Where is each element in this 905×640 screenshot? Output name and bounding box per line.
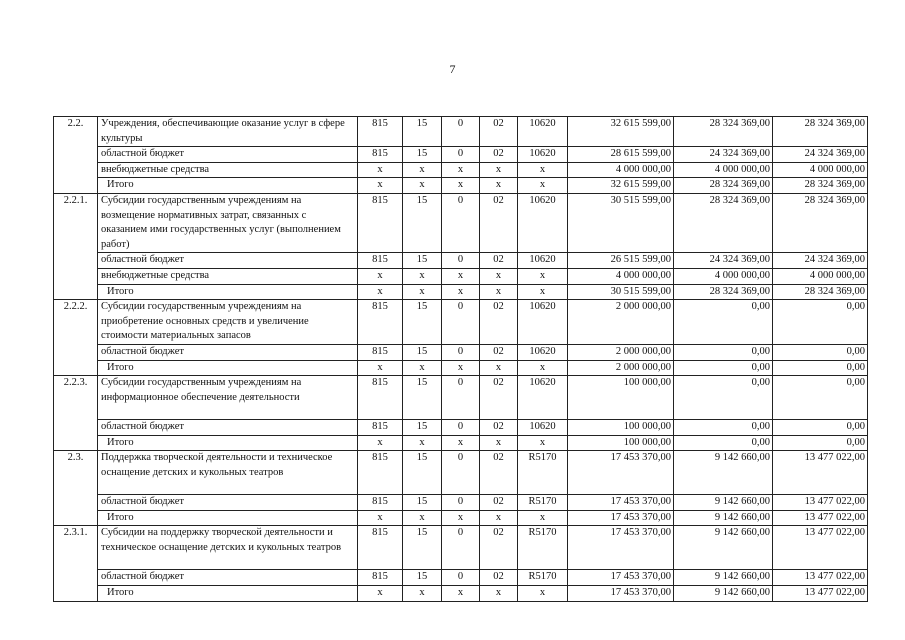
amount-year-3: 24 324 369,00 <box>773 147 868 163</box>
code-program: 02 <box>480 344 518 360</box>
amount-year-1: 32 615 599,00 <box>568 117 674 147</box>
code-section: х <box>403 360 442 376</box>
code-section: 15 <box>403 253 442 269</box>
row-name: Итого <box>98 586 358 602</box>
table-row <box>54 510 868 526</box>
amount-year-1: 32 615 599,00 <box>568 178 674 194</box>
code-program: 02 <box>480 193 518 252</box>
code-target: х <box>518 360 568 376</box>
code-admin: 815 <box>358 420 403 436</box>
code-admin: х <box>358 435 403 451</box>
code-admin: х <box>358 268 403 284</box>
row-index: 2.2.2. <box>54 300 98 376</box>
amount-year-2: 0,00 <box>674 376 773 420</box>
code-admin: 815 <box>358 253 403 269</box>
amount-year-1: 17 453 370,00 <box>568 510 674 526</box>
row-name: Итого <box>98 284 358 300</box>
code-program: х <box>480 284 518 300</box>
code-target: х <box>518 435 568 451</box>
amount-year-1: 2 000 000,00 <box>568 360 674 376</box>
amount-year-2: 4 000 000,00 <box>674 268 773 284</box>
code-section: х <box>403 284 442 300</box>
code-subsection: х <box>442 435 480 451</box>
row-name: областной бюджет <box>98 253 358 269</box>
code-subsection: х <box>442 510 480 526</box>
row-name: Итого <box>98 510 358 526</box>
amount-year-1: 17 453 370,00 <box>568 526 674 570</box>
code-target: 10620 <box>518 376 568 420</box>
code-section: х <box>403 586 442 602</box>
code-target: х <box>518 178 568 194</box>
amount-year-1: 17 453 370,00 <box>568 570 674 586</box>
row-name: Поддержка творческой деятельности и техническое оснащение детских и кукольных театров <box>98 451 358 495</box>
code-target: 10620 <box>518 147 568 163</box>
code-target: х <box>518 268 568 284</box>
code-admin: х <box>358 178 403 194</box>
amount-year-2: 0,00 <box>674 435 773 451</box>
row-index: 2.2. <box>54 117 98 194</box>
code-subsection: 0 <box>442 570 480 586</box>
amount-year-3: 28 324 369,00 <box>773 284 868 300</box>
code-admin: 815 <box>358 300 403 345</box>
amount-year-3: 4 000 000,00 <box>773 162 868 178</box>
code-admin: х <box>358 284 403 300</box>
amount-year-1: 4 000 000,00 <box>568 268 674 284</box>
amount-year-3: 28 324 369,00 <box>773 178 868 194</box>
code-subsection: 0 <box>442 526 480 570</box>
code-section: 15 <box>403 495 442 511</box>
amount-year-1: 17 453 370,00 <box>568 586 674 602</box>
code-admin: 815 <box>358 117 403 147</box>
amount-year-2: 0,00 <box>674 300 773 345</box>
code-program: 02 <box>480 420 518 436</box>
table-row <box>54 284 868 300</box>
code-section: х <box>403 510 442 526</box>
amount-year-1: 4 000 000,00 <box>568 162 674 178</box>
row-index: 2.2.1. <box>54 193 98 299</box>
amount-year-1: 30 515 599,00 <box>568 193 674 252</box>
amount-year-1: 100 000,00 <box>568 420 674 436</box>
amount-year-2: 0,00 <box>674 344 773 360</box>
code-admin: 815 <box>358 193 403 252</box>
amount-year-3: 13 477 022,00 <box>773 510 868 526</box>
code-target: х <box>518 162 568 178</box>
amount-year-3: 0,00 <box>773 344 868 360</box>
amount-year-1: 100 000,00 <box>568 435 674 451</box>
code-subsection: 0 <box>442 376 480 420</box>
code-section: х <box>403 178 442 194</box>
code-subsection: 0 <box>442 344 480 360</box>
row-name: Субсидии государственным учреждениям на информационное обеспечение деятельности <box>98 376 358 420</box>
code-subsection: 0 <box>442 147 480 163</box>
table-row <box>54 253 868 269</box>
code-target: 10620 <box>518 300 568 345</box>
code-program: х <box>480 162 518 178</box>
code-target: 10620 <box>518 420 568 436</box>
row-name: областной бюджет <box>98 344 358 360</box>
table-row <box>54 344 868 360</box>
table-row <box>54 586 868 602</box>
code-admin: х <box>358 360 403 376</box>
code-subsection: 0 <box>442 495 480 511</box>
table-row <box>54 420 868 436</box>
amount-year-2: 9 142 660,00 <box>674 451 773 495</box>
code-subsection: х <box>442 360 480 376</box>
row-name: Итого <box>98 178 358 194</box>
code-admin: 815 <box>358 451 403 495</box>
code-admin: х <box>358 510 403 526</box>
code-program: х <box>480 435 518 451</box>
amount-year-1: 2 000 000,00 <box>568 344 674 360</box>
table-row <box>54 117 868 147</box>
code-target: R5170 <box>518 451 568 495</box>
row-name: Итого <box>98 360 358 376</box>
amount-year-2: 9 142 660,00 <box>674 570 773 586</box>
amount-year-2: 9 142 660,00 <box>674 495 773 511</box>
code-program: 02 <box>480 526 518 570</box>
code-program: х <box>480 586 518 602</box>
code-section: 15 <box>403 193 442 252</box>
code-program: 02 <box>480 147 518 163</box>
table-row <box>54 526 868 570</box>
code-program: 02 <box>480 253 518 269</box>
table-row <box>54 570 868 586</box>
code-subsection: 0 <box>442 117 480 147</box>
code-subsection: х <box>442 268 480 284</box>
code-target: х <box>518 586 568 602</box>
row-name: внебюджетные средства <box>98 268 358 284</box>
code-subsection: х <box>442 586 480 602</box>
code-subsection: 0 <box>442 300 480 345</box>
code-program: 02 <box>480 495 518 511</box>
code-section: х <box>403 435 442 451</box>
code-admin: 815 <box>358 570 403 586</box>
amount-year-2: 28 324 369,00 <box>674 193 773 252</box>
table-row <box>54 495 868 511</box>
code-section: х <box>403 268 442 284</box>
code-subsection: х <box>442 178 480 194</box>
code-target: 10620 <box>518 344 568 360</box>
amount-year-1: 2 000 000,00 <box>568 300 674 345</box>
code-admin: 815 <box>358 376 403 420</box>
code-target: 10620 <box>518 253 568 269</box>
amount-year-3: 24 324 369,00 <box>773 253 868 269</box>
code-section: 15 <box>403 526 442 570</box>
amount-year-3: 0,00 <box>773 420 868 436</box>
amount-year-1: 100 000,00 <box>568 376 674 420</box>
row-index: 2.3.1. <box>54 526 98 601</box>
code-admin: 815 <box>358 344 403 360</box>
table-row <box>54 178 868 194</box>
amount-year-2: 9 142 660,00 <box>674 526 773 570</box>
code-subsection: 0 <box>442 420 480 436</box>
code-target: х <box>518 510 568 526</box>
amount-year-3: 4 000 000,00 <box>773 268 868 284</box>
table-row <box>54 162 868 178</box>
amount-year-3: 28 324 369,00 <box>773 193 868 252</box>
code-subsection: 0 <box>442 253 480 269</box>
code-subsection: 0 <box>442 451 480 495</box>
amount-year-3: 13 477 022,00 <box>773 451 868 495</box>
amount-year-3: 13 477 022,00 <box>773 586 868 602</box>
amount-year-1: 17 453 370,00 <box>568 495 674 511</box>
code-section: 15 <box>403 300 442 345</box>
table-row <box>54 193 868 252</box>
code-program: 02 <box>480 376 518 420</box>
amount-year-2: 28 324 369,00 <box>674 117 773 147</box>
code-admin: 815 <box>358 526 403 570</box>
row-name: областной бюджет <box>98 147 358 163</box>
code-section: 15 <box>403 420 442 436</box>
row-name: областной бюджет <box>98 570 358 586</box>
amount-year-3: 28 324 369,00 <box>773 117 868 147</box>
code-target: 10620 <box>518 117 568 147</box>
amount-year-3: 0,00 <box>773 435 868 451</box>
amount-year-2: 0,00 <box>674 360 773 376</box>
table-body <box>54 117 868 602</box>
code-admin: 815 <box>358 495 403 511</box>
row-name: Учреждения, обеспечивающие оказание услуг в сфере культуры <box>98 117 358 147</box>
amount-year-2: 24 324 369,00 <box>674 147 773 163</box>
code-subsection: х <box>442 162 480 178</box>
amount-year-2: 28 324 369,00 <box>674 178 773 194</box>
amount-year-2: 28 324 369,00 <box>674 284 773 300</box>
amount-year-1: 17 453 370,00 <box>568 451 674 495</box>
code-admin: 815 <box>358 147 403 163</box>
code-program: 02 <box>480 117 518 147</box>
code-section: 15 <box>403 570 442 586</box>
row-name: Субсидии государственным учреждениям на возмещение нормативных затрат, связанных с оказанием ими государственных услуг (выполнением работ) <box>98 193 358 252</box>
code-program: х <box>480 178 518 194</box>
row-name: Субсидии государственным учреждениям на приобретение основных средств и увеличение стоимости материальных запасов <box>98 300 358 345</box>
code-target: 10620 <box>518 193 568 252</box>
code-subsection: х <box>442 284 480 300</box>
amount-year-3: 0,00 <box>773 376 868 420</box>
row-name: внебюджетные средства <box>98 162 358 178</box>
code-section: 15 <box>403 451 442 495</box>
table-row <box>54 435 868 451</box>
amount-year-3: 13 477 022,00 <box>773 495 868 511</box>
amount-year-1: 28 615 599,00 <box>568 147 674 163</box>
code-admin: х <box>358 162 403 178</box>
row-name: областной бюджет <box>98 420 358 436</box>
code-target: R5170 <box>518 570 568 586</box>
code-section: 15 <box>403 376 442 420</box>
page-number: 7 <box>449 62 456 76</box>
code-program: х <box>480 510 518 526</box>
table-row <box>54 268 868 284</box>
code-section: 15 <box>403 344 442 360</box>
amount-year-3: 0,00 <box>773 360 868 376</box>
amount-year-3: 13 477 022,00 <box>773 526 868 570</box>
budget-table <box>53 116 868 602</box>
code-target: R5170 <box>518 526 568 570</box>
code-admin: х <box>358 586 403 602</box>
code-section: 15 <box>403 147 442 163</box>
row-name: областной бюджет <box>98 495 358 511</box>
code-section: 15 <box>403 117 442 147</box>
code-target: R5170 <box>518 495 568 511</box>
table-row <box>54 147 868 163</box>
amount-year-1: 30 515 599,00 <box>568 284 674 300</box>
row-name: Итого <box>98 435 358 451</box>
code-program: х <box>480 360 518 376</box>
amount-year-2: 9 142 660,00 <box>674 586 773 602</box>
table-row <box>54 451 868 495</box>
table-row <box>54 360 868 376</box>
code-target: х <box>518 284 568 300</box>
row-index: 2.3. <box>54 451 98 526</box>
code-section: х <box>403 162 442 178</box>
code-program: 02 <box>480 451 518 495</box>
table-row <box>54 300 868 345</box>
amount-year-3: 13 477 022,00 <box>773 570 868 586</box>
table-row <box>54 376 868 420</box>
code-program: 02 <box>480 300 518 345</box>
amount-year-2: 9 142 660,00 <box>674 510 773 526</box>
amount-year-2: 0,00 <box>674 420 773 436</box>
amount-year-3: 0,00 <box>773 300 868 345</box>
row-name: Субсидии на поддержку творческой деятельности и техническое оснащение детских и кукольных театров <box>98 526 358 570</box>
code-subsection: 0 <box>442 193 480 252</box>
amount-year-1: 26 515 599,00 <box>568 253 674 269</box>
amount-year-2: 4 000 000,00 <box>674 162 773 178</box>
amount-year-2: 24 324 369,00 <box>674 253 773 269</box>
row-index: 2.2.3. <box>54 376 98 451</box>
code-program: х <box>480 268 518 284</box>
code-program: 02 <box>480 570 518 586</box>
